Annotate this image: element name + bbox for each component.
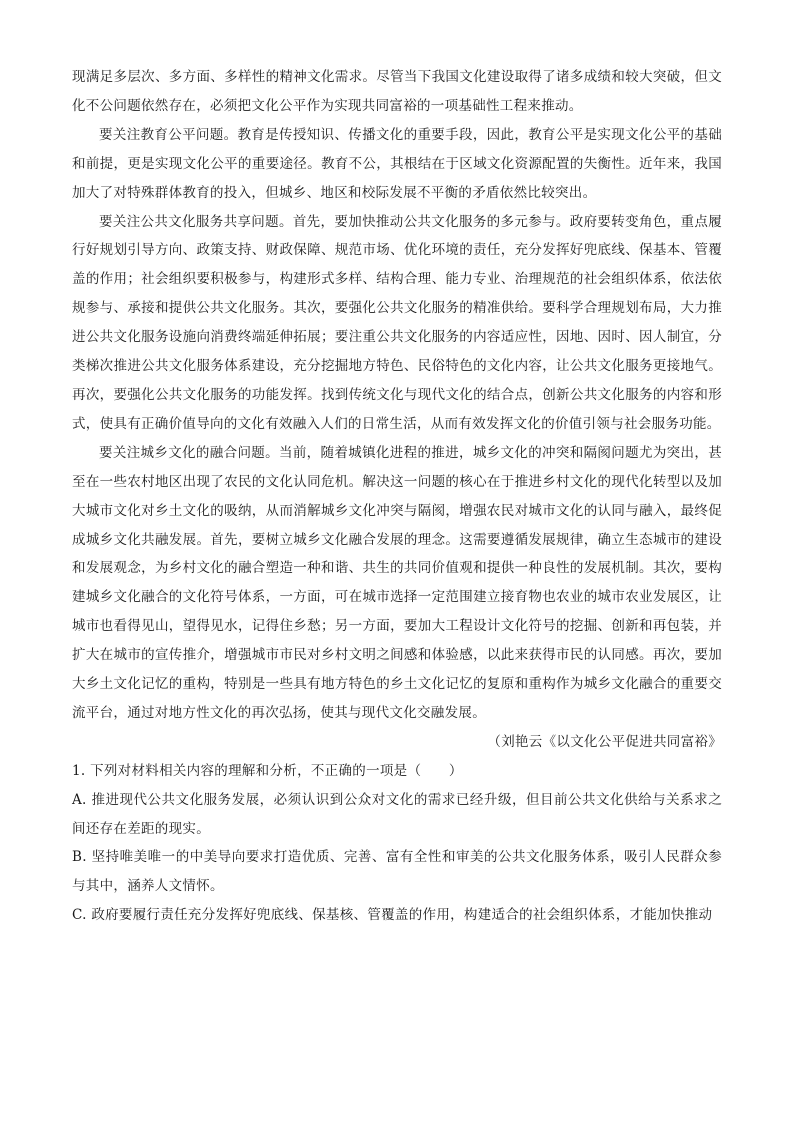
paragraph-urban-rural-integration: 要关注城乡文化的融合问题。当前，随着城镇化进程的推进，城乡文化的冲突和隔阂问题尤为突出，甚至在一些农村地区出现了农民的文化认同危机。解决这一问题的核心在于推进乡村文化的现代化转型以及加大城市文化对乡土文化的吸纳，从而消解城乡文化冲突与隔阂，增强农民对城市文化的认同与融入，最终促成城乡文化共融发展。首先，要树立城乡文化融合发展的理念。这需要遵循发展规律，确立生态城市的建设和发展观念，为乡村文化的融合塑造一种和谐、共生的共同价值观和提供一种良性的发展机制。其次，要构建城乡文化融合的文化符号体系，一方面，可在城市选择一定范围建立接育物也农业的城市农业发展区，让城市也看得见山，望得见水，记得住乡愁；另一方面，要加大工程设计文化符号的挖掘、创新和再包装，并扩大在城市的宣传推介，增强城市市民对乡村文明之间感和体验感，以此来获得市民的认同感。再次，要加大乡土文化记忆的重构，特别是一些具有地方特色的乡土文化记忆的复原和重构作为城乡文化融合的重要交流平台，通过对地方性文化的再次弘扬，使其与现代文化交融发展。	[72, 444, 722, 721]
paragraph-public-cultural-services: 要关注公共文化服务共享问题。首先，要加快推动公共文化服务的多元参与。政府要转变角色，重点履行好规划引导方向、政策支持、财政保障、规范市场、优化环境的责任，充分发挥好兜底线、保基本、管覆盖的作用；社会组织要积极参与，构建形式多样、结构合理、能力专业、治理规范的社会组织体系，依法依规参与、承接和提供公共文化服务。其次，要强化公共文化服务的精准供给。要科学合理规划布局，大力推进公共文化服务设施向消费终端延伸拓展；要注重公共文化服务的内容适应性，因地、因时、因人制宜，分类梯次推进公共文化服务体系建设，充分挖掘地方特色、民俗特色的文化内容，让公共文化服务更接地气。再次，要强化公共文化服务的功能发挥。找到传统文化与现代文化的结合点，创新公共文化服务的内容和形式，使具有正确价值导向的文化有效融入人们的日常生活，从而有效发挥文化的价值引领与社会服务功能。	[72, 213, 722, 432]
source-citation: （刘艳云《以文化公平促进共同富裕》	[487, 733, 722, 750]
question-stem: 1. 下列对材料相关内容的理解和分析，不正确的一项是（ ）	[72, 762, 463, 779]
option-a: A. 推进现代公共文化服务发展，必须认识到公众对文化的需求已经升级，但目前公共文化供给与关系求之间还存在差距的现实。	[72, 791, 722, 837]
paragraph-intro: 现满足多层次、多方面、多样性的精神文化需求。尽管当下我国文化建设取得了诸多成绩和较大突破，但文化不公问题依然存在，必须把文化公平作为实现共同富裕的一项基础性工程来推动。	[72, 69, 722, 114]
document-page	[72, 63, 722, 930]
paragraph-education-equity: 要关注教育公平问题。教育是传授知识、传播文化的重要手段，因此，教育公平是实现文化公平的基础和前提，更是实现文化公平的重要途径。教育不公，其根结在于区域文化资源配置的失衡性。近年来，我国加大了对特殊群体教育的投入，但城乡、地区和校际发展不平衡的矛盾依然比较突出。	[72, 126, 722, 201]
option-b: B. 坚持唯美唯一的中美导向要求打造优质、完善、富有全性和审美的公共文化服务体系，吸引人民群众参与其中，涵养人文情怀。	[72, 849, 722, 895]
option-c: C. 政府要履行责任充分发挥好兜底线、保基核、管覆盖的作用，构建适合的社会组织体系，才能加快推动	[72, 907, 713, 924]
